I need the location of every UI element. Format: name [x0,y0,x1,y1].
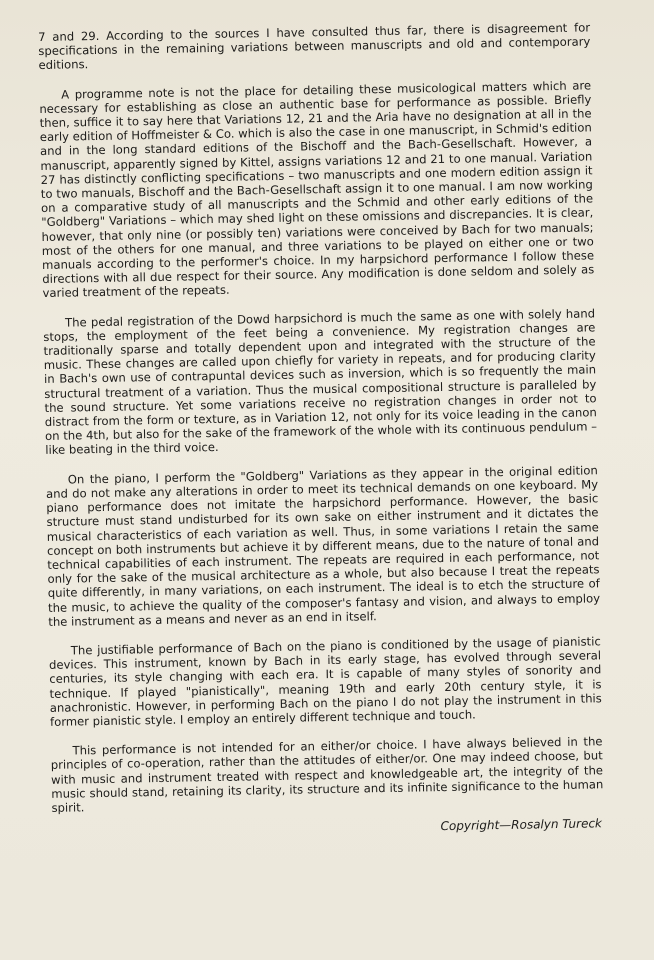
document-text-block [38,20,604,840]
paragraph-programme-note: A programme note is not the place for detailing these musicological matters which are necessary for establishing as close an authentic base for performance as possible. Briefly then, suffice it to say here that Variations 12, 21 and the Aria have no designation at all in the early edition of Hoffmeister & Co. which is also the case in one manuscript, in Schmid's edition and in the long standard editions of the Bischoff and the Bach-Gesellschaft. However, a manuscript, apparently signed by Kittel, assigns variations 12 and 21 to one manual. Variation 27 has distinctly conflicting specifications – two manuscripts and one modern edition assign it to two manuals, Bischoff and the Bach-Gesellschaft assign it to one manual. I am now working on a comparative study of all manuscripts and the Schmid and other early editions of the "Goldberg" Variations – which may shed light on these omissions and discrepancies. It is clear, however, that only nine (or possibly ten) variations were conceived by Bach for two manuals; most of the others for one manual, and three variations to be played on either one or two manuals according to the performer's choice. In my harpsichord performance I follow these directions with all due respect for their source. Any modification is done seldom and solely as varied treatment of the repeats. [39,77,595,301]
copyright-line: Copyright—Rosalyn Tureck [440,816,603,834]
paragraph-piano-performance: On the piano, I perform the "Goldberg" Variations as they appear in the original edition and do not make any alterations in order to meet its technical demands on one keyboard. My piano performance does not imitate the harpsichord performance. However, the basic structure must stand undisturbed for its own sake on either instrument and it dictates the musical characteristics of each variation as well. Thus, in some variations I retain the same concept on both instruments but achieve it by different means, due to the nature of tonal and technical capabilities of each instrument. The repeats are required in each performance, not only for the sake of the musical architecture as a whole, but also because I treat the repeats quite differently, in many variations, on each instrument. The ideal is to etch the structure of the music, to achieve the quality of the composer's fantasy and vision, and always to employ the instrument as a means and never as an end in itself. [45,462,601,629]
paragraph-pianistic-devices: The justifiable performance of Bach on the piano is conditioned by the usage of pianistic devices. This instrument, known by Bach in its early stage, has evolved through several centuries, its style changing with each era. It is capable of many styles of sonority and technique. If played "pianistically", meaning 19th and early 20th century style, it is anachronistic. However, in performing Bach on the piano I do not play the instrument in this former pianistic style. I employ an entirely different technique and touch. [48,634,602,729]
paragraph-either-or: This performance is not intended for an either/or choice. I have always believed in the principles of co-operation, rather than the attitudes of either/or. One may indeed choose, but with music and instrument treated with respect and knowledgeable art, the integrity of the music should stand, retaining its clarity, its structure and its infinite significance to the human spirit. [50,734,604,815]
paragraph-pedal-registration: The pedal registration of the Dowd harpsichord is much the same as one with solely hand stops, the employment of the feet being a convenience. My registration changes are traditionally sparse and totally dependent upon and integrated with the structure of the music. These changes are called upon chiefly for variety in repeats, and for producing clarity in Bach's own use of contrapuntal devices such as inversion, which is so frequently the main structural treatment of a variation. Thus the musical compositional structure is paralleled by the sound structure. Yet some variations receive no registration changes in order not to distract from the form or texture, as in Variation 12, not only for its voice leading in the canon on the 4th, but also for the sake of the framework of the whole with its continuous pendulum – like beating in the third voice. [43,305,598,458]
paragraph-sources: 7 and 29. According to the sources I have consulted thus far, there is disagreement for specifications in the remaining variations between manuscripts and old and contemporary editions. [38,20,591,73]
